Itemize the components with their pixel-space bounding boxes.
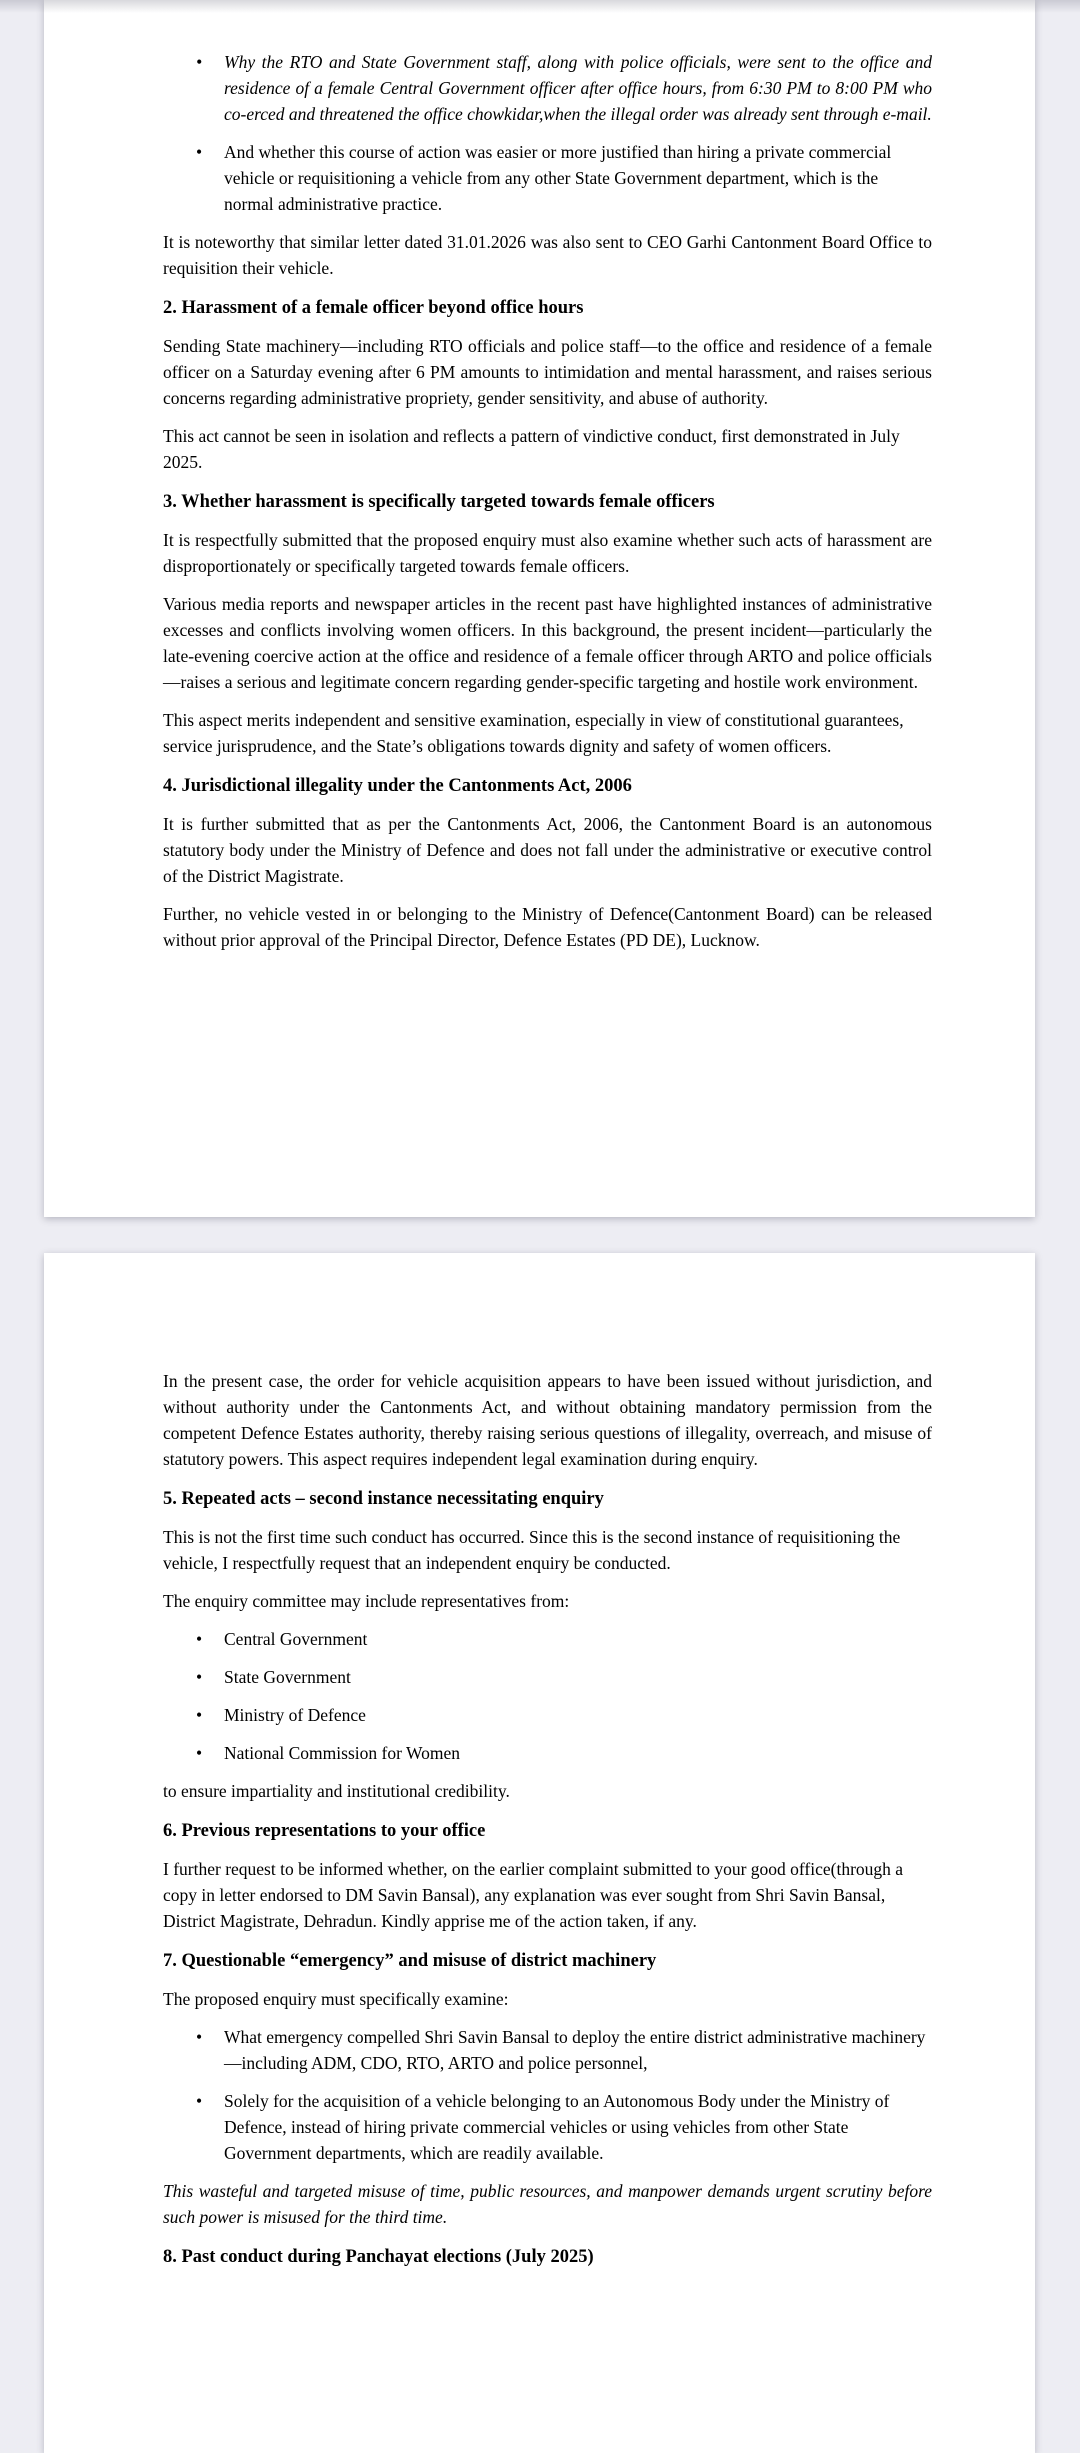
paragraph: The enquiry committee may include representatives from: xyxy=(163,1591,570,1611)
committee-list xyxy=(163,1626,932,1766)
section-heading-6: 6. Previous representations to your office xyxy=(163,1821,486,1841)
list-item: • And whether this course of action was easier or more justified than hiring a private commercial vehicle or requisitioning a vehicle from any other State Government department, which is the normal administrative practice. xyxy=(224,139,932,217)
paragraph: This is not the first time such conduct has occurred. Since this is the second instance of requisitioning the vehicle, I respectfully request that an independent enquiry be conducted. xyxy=(163,1527,901,1573)
paragraph: It is further submitted that as per the Cantonments Act, 2006, the Cantonment Board is an autonomous statutory body under the Ministry of Defence and does not fall under the administrative or executive control of the District Magistrate. xyxy=(163,814,932,886)
paragraph: This aspect merits independent and sensitive examination, especially in view of constitutional guarantees, service jurisprudence, and the State’s obligations towards dignity and safety of women officers. xyxy=(163,710,904,756)
bullet-list xyxy=(163,49,932,217)
paragraph: Sending State machinery—including RTO officials and police staff—to the office and residence of a female officer on a Saturday evening after 6 PM amounts to intimidation and mental harassment, and raises serious concerns regarding administrative propriety, gender sensitivity, and abuse of authority. xyxy=(163,336,932,408)
paragraph: I further request to be informed whether, on the earlier complaint submitted to your good office(through a copy in letter endorsed to DM Savin Bansal), any explanation was ever sought from Shri Savin Bansal, District Magistrate, Dehradun. Kindly apprise me of the action taken, if any. xyxy=(163,1859,904,1931)
paragraph: In the present case, the order for vehicle acquisition appears to have been issued without jurisdiction, and without authority under the Cantonments Act, and without obtaining mandatory permission from the competent Defence Estates authority, thereby raising serious questions of illegality, overreach, and misuse of statutory powers. This aspect requires independent legal examination during enquiry. xyxy=(163,1371,932,1469)
list-item: • Ministry of Defence xyxy=(224,1702,932,1728)
paragraph: It is respectfully submitted that the proposed enquiry must also examine whether such acts of harassment are disproportionately or specifically targeted towards female officers. xyxy=(163,530,932,576)
paragraph: The proposed enquiry must specifically examine: xyxy=(163,1989,509,2009)
section-heading-3: 3. Whether harassment is specifically targeted towards female officers xyxy=(163,492,715,512)
section-heading-8: 8. Past conduct during Panchayat elections (July 2025) xyxy=(163,2247,594,2267)
section-heading-7: 7. Questionable “emergency” and misuse of district machinery xyxy=(163,1951,657,1971)
section-heading-2: 2. Harassment of a female officer beyond office hours xyxy=(163,298,584,318)
document-page-1 xyxy=(44,0,1035,1217)
section-heading-4: 4. Jurisdictional illegality under the Cantonments Act, 2006 xyxy=(163,776,632,796)
list-item: • National Commission for Women xyxy=(224,1740,932,1766)
list-item: • State Government xyxy=(224,1664,932,1690)
paragraph: It is noteworthy that similar letter dated 31.01.2026 was also sent to CEO Garhi Cantonment Board Office to requisition their vehicle. xyxy=(163,232,932,278)
paragraph: This act cannot be seen in isolation and reflects a pattern of vindictive conduct, first demonstrated in July 2025. xyxy=(163,426,900,472)
paragraph: to ensure impartiality and institutional credibility. xyxy=(163,1781,510,1801)
paragraph: Further, no vehicle vested in or belonging to the Ministry of Defence(Cantonment Board) can be released without prior approval of the Principal Director, Defence Estates (PD DE), Lucknow. xyxy=(163,904,932,950)
enquiry-list xyxy=(163,2024,932,2166)
list-item: • Central Government xyxy=(224,1626,932,1652)
list-item: • Solely for the acquisition of a vehicle belonging to an Autonomous Body under the Ministry of Defence, instead of hiring private commercial vehicles or using vehicles from other State Government departments, which are readily available. xyxy=(224,2088,932,2166)
list-item: • Why the RTO and State Government staff, along with police officials, were sent to the office and residence of a female Central Government officer after office hours, from 6:30 PM to 8:00 PM who co-erced and threatened the office chowkidar,when the illegal order was already sent through e-mail. xyxy=(224,49,932,127)
paragraph: Various media reports and newspaper articles in the recent past have highlighted instances of administrative excesses and conflicts involving women officers. In this background, the present incident—particularly the late-evening coercive action at the office and residence of a female officer through ARTO and police officials—raises a serious and legitimate concern regarding gender-specific targeting and hostile work environment. xyxy=(163,594,932,692)
paragraph: This wasteful and targeted misuse of time, public resources, and manpower demands urgent scrutiny before such power is misused for the third time. xyxy=(163,2181,932,2227)
list-item: • What emergency compelled Shri Savin Bansal to deploy the entire district administrative machinery—including ADM, CDO, RTO, ARTO and police personnel, xyxy=(224,2024,932,2076)
document-page-2 xyxy=(44,1253,1035,2453)
section-heading-5: 5. Repeated acts – second instance necessitating enquiry xyxy=(163,1489,604,1509)
